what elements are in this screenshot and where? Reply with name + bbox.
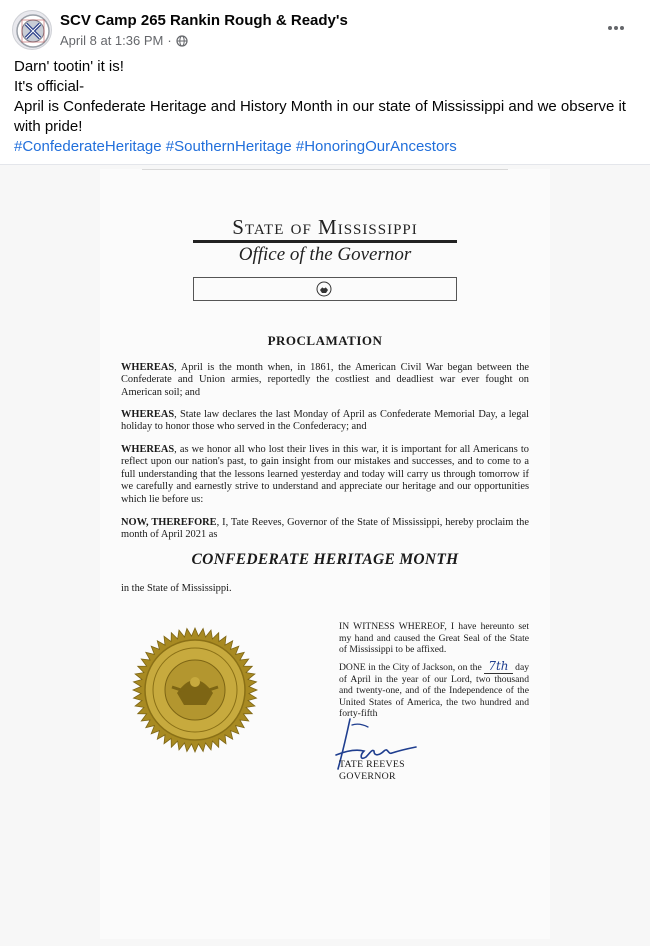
whereas-paragraph-2 (121, 409, 529, 434)
handwritten-day: 7th (484, 659, 512, 674)
post-timestamp[interactable]: April 8 at 1:36 PM (60, 33, 164, 48)
page-name[interactable]: SCV Camp 265 Rankin Rough & Ready's (60, 12, 348, 29)
paragraph-text: , April is the month when, in 1861, the American Civil War began between the Confederate and Union armies, reportedly the costliest and deadliest war ever fought on American soil; and (121, 362, 529, 398)
post-body-text (14, 57, 636, 157)
hashtag-link[interactable]: #SouthernHeritage (165, 138, 292, 155)
paragraph-text: , I, Tate Reeves, Governor of the State of Mississippi, hereby proclaim the month of April 2021 as (121, 517, 529, 541)
signer-title: GOVERNOR (339, 771, 396, 782)
paragraph-lead: WHEREAS (121, 362, 175, 373)
page-edge (142, 169, 508, 170)
hashtag-list (14, 137, 636, 157)
state-title: State of Mississippi (232, 215, 418, 239)
post-line: It's official- (14, 78, 85, 95)
paragraph-text: , State law declares the last Monday of April as Confederate Memorial Day, a legal holiday to honor those who served in the Confederacy; and (121, 409, 529, 433)
letterhead-box (193, 277, 457, 301)
witness-clause: IN WITNESS WHEREOF, I have hereunto set my hand and caused the Great Seal of the State of Mississippi to be affixed. (339, 621, 529, 655)
post-image[interactable] (0, 164, 650, 946)
post-header (12, 10, 638, 54)
paragraph-text: , as we honor all who lost their lives in this war, it is important for all Americans to reflect upon our nation's past, to gain insight from our mistakes and successes, and to come to a full understanding that the lessons learned yesterday and today will carry us through tomorrow if we carefully and earnestly strive to understand and appreciate our heritage and our opportunities which lie before us: (121, 444, 529, 505)
post-line: Darn' tootin' it is! (14, 58, 124, 75)
proclaimed-month-title: CONFEDERATE HERITAGE MONTH (191, 551, 459, 568)
therefore-paragraph (121, 517, 529, 542)
signer-name: TATE REEVES (339, 759, 405, 770)
post-line: April is Confederate Heritage and History Month in our state of Mississippi and we observe it with pride! (14, 98, 626, 135)
done-suffix: day of April in the year of our Lord, two thousand and twenty-one, and of the Independence of the United States of America, the two hundred and forty-fifth (339, 662, 530, 719)
hashtag-link[interactable]: #HonoringOurAncestors (295, 138, 457, 155)
title-divider (193, 240, 457, 243)
done-prefix: DONE in the City of Jackson, on the (339, 662, 482, 673)
office-title: Office of the Governor (238, 244, 412, 265)
gold-seal-icon (132, 627, 258, 753)
hashtag-link[interactable]: #ConfederateHeritage (14, 138, 162, 155)
post-meta (60, 33, 188, 48)
state-seal-icon (316, 281, 332, 297)
paragraph-lead: NOW, THEREFORE (121, 517, 217, 528)
scv-logo-icon (13, 11, 52, 50)
more-options-button[interactable] (602, 16, 630, 40)
proclamation-document (100, 169, 550, 939)
whereas-paragraph-1 (121, 362, 529, 399)
more-options-icon (607, 25, 625, 31)
page-avatar[interactable] (12, 10, 52, 50)
meta-separator: · (167, 33, 172, 48)
proclamation-heading: PROCLAMATION (267, 333, 383, 348)
paragraph-lead: WHEREAS (121, 444, 175, 455)
paragraph-lead: WHEREAS (121, 409, 175, 420)
whereas-paragraph-3 (121, 444, 529, 506)
closing-line: in the State of Mississippi. (121, 583, 232, 594)
globe-icon[interactable] (176, 35, 188, 47)
